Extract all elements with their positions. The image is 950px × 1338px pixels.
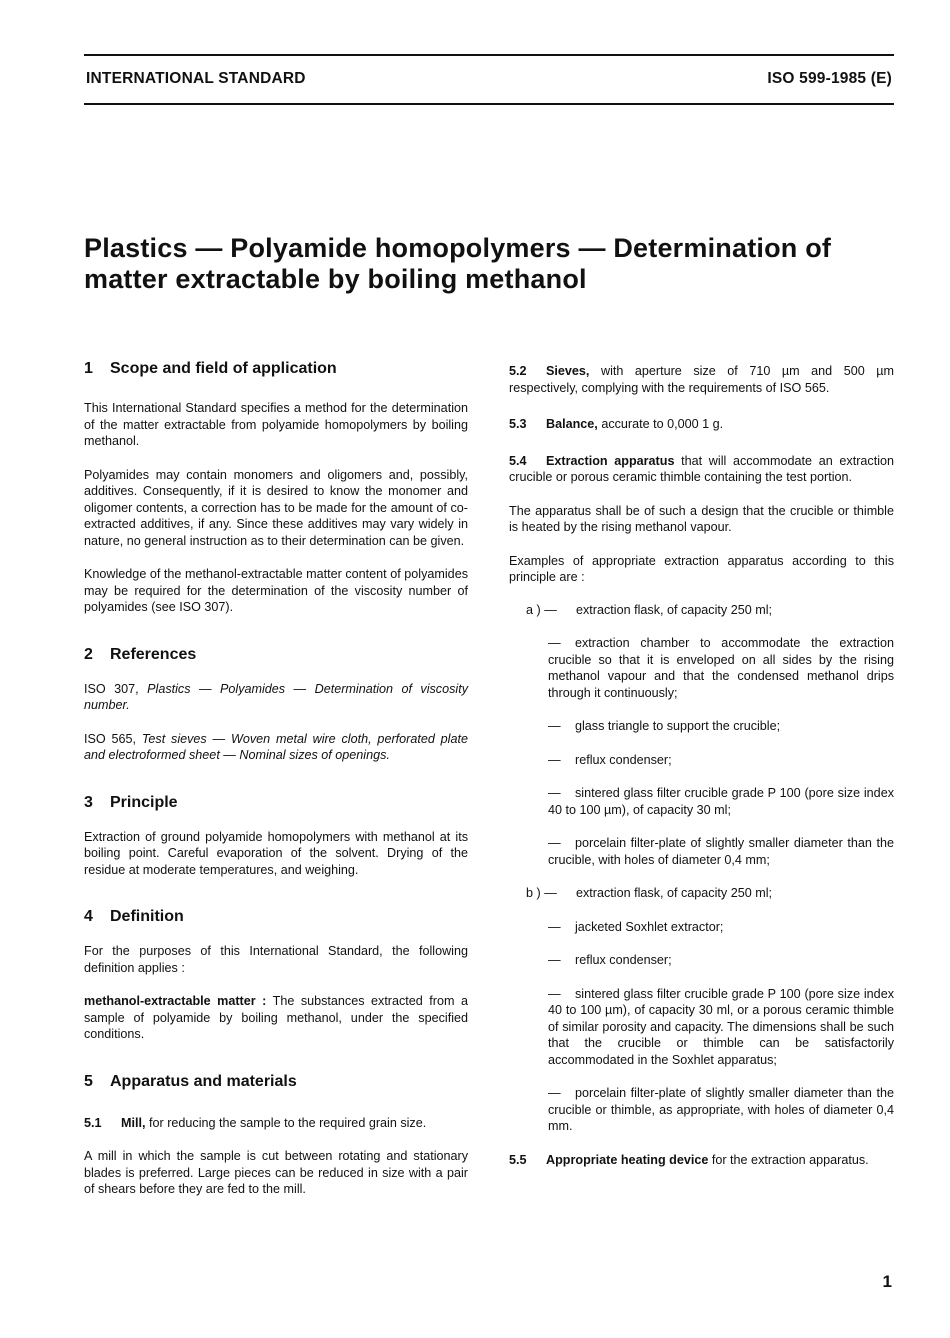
- item-text: for reducing the sample to the required grain size.: [149, 1115, 427, 1130]
- list-dash: —: [548, 719, 561, 733]
- list-item-text: extraction flask, of capacity 250 ml;: [576, 602, 772, 617]
- list-item-text: sintered glass filter crucible grade P 100 (pore size index 40 to 100 µm), of capacity 30 ml, or a porous ceramic thimble of similar porosity and capacity. The dimensions shall be such that the crucible or thimble can be satisfactorily accommodated in the Soxhlet apparatus;: [548, 986, 894, 1067]
- standard-type-label: INTERNATIONAL STANDARD: [86, 70, 306, 87]
- reference-title: Plastics — Polyamides — Determination of viscosity number.: [84, 681, 468, 712]
- paragraph: The apparatus shall be of such a design that the crucible or thimble is heated by the rising methanol vapour.: [509, 503, 894, 534]
- left-column: [84, 358, 468, 1198]
- subclause-5-2: [509, 363, 894, 396]
- apparatus-list-a: [526, 602, 894, 869]
- section-number: 1: [84, 360, 93, 377]
- section-2-heading: [84, 644, 468, 666]
- list-item-text: porcelain filter-plate of slightly smaller diameter than the crucible, with holes of diameter 0,4 mm;: [548, 836, 894, 867]
- list-item: [548, 1085, 894, 1135]
- section-title: Principle: [110, 793, 178, 811]
- list-item-text: reflux condenser;: [575, 953, 672, 967]
- subclause-number: 5.5: [509, 1152, 527, 1167]
- list-item: [548, 986, 894, 1069]
- list-item: [548, 635, 894, 701]
- list-item: [548, 785, 894, 818]
- item-text: accurate to 0,000 1 g.: [601, 417, 724, 431]
- subclause-5-1: [84, 1115, 468, 1132]
- list-item: [548, 952, 894, 969]
- term-definition: The substances extracted from a sample of polyamide by boiling methanol, under the specified conditions.: [84, 994, 468, 1041]
- section-1-heading: [84, 358, 468, 380]
- list-dash: —: [548, 1086, 561, 1100]
- item-text: for the extraction apparatus.: [711, 1152, 869, 1167]
- list-item-text: extraction flask, of capacity 250 ml;: [576, 886, 772, 900]
- apparatus-list-b: [526, 885, 894, 1135]
- item-text: that will accommodate an extraction crucible or porous ceramic thimble containing the test portion.: [509, 453, 894, 484]
- list-dash: —: [548, 786, 561, 800]
- paragraph: A mill in which the sample is cut between rotating and stationary blades is preferred. Large pieces can be reduced in size with a pair of shears before they are fed to the mill.: [84, 1149, 468, 1196]
- reference-title: Test sieves — Woven metal wire cloth, perforated plate and electroformed sheet — Nominal sizes of openings.: [84, 731, 468, 762]
- list-item-text: glass triangle to support the crucible;: [575, 719, 781, 733]
- list-item: [548, 718, 894, 735]
- subclause-5-5: [509, 1152, 894, 1169]
- section-4-heading: [84, 906, 468, 928]
- subclause-number: 5.3: [509, 417, 527, 431]
- list-dash: —: [548, 636, 561, 650]
- list-item-text: sintered glass filter crucible grade P 100 (pore size index 40 to 100 µm), of capacity 30 ml;: [548, 786, 894, 817]
- section-title: References: [110, 645, 197, 663]
- reference-code: ISO 565,: [84, 731, 137, 746]
- item-name: Sieves,: [546, 364, 590, 378]
- list-item-text: porcelain filter-plate of slightly smaller diameter than the crucible or thimble, as appropriate, with holes of diameter 0,4 mm.: [548, 1086, 894, 1133]
- item-name: Balance,: [546, 417, 598, 431]
- list-item-text: reflux condenser;: [575, 752, 672, 767]
- subclause-number: 5.2: [509, 364, 527, 378]
- subclause-number: 5.4: [509, 453, 527, 468]
- section-number: 3: [84, 793, 93, 811]
- reference-item: [84, 731, 468, 764]
- section-title: Definition: [110, 908, 184, 925]
- list-label: b ) —: [526, 886, 557, 900]
- subclause-5-3: [509, 416, 894, 433]
- item-name: Mill,: [121, 1115, 146, 1130]
- section-number: 2: [84, 645, 93, 663]
- standard-number: ISO 599-1985 (E): [767, 70, 892, 87]
- list-item: [526, 885, 894, 902]
- list-label: a ) —: [526, 602, 557, 617]
- list-item: [548, 752, 894, 769]
- paragraph: This International Standard specifies a method for the determination of the matter extractable from polyamide homopolymers by boiling methanol.: [84, 401, 468, 448]
- item-text: with aperture size of 710 µm and 500 µm respectively, complying with the requirements of ISO 565.: [509, 364, 894, 395]
- header-bottom-rule: [84, 103, 894, 105]
- list-item: [548, 835, 894, 868]
- list-item-text: extraction chamber to accommodate the extraction crucible so that it is enveloped on all sides by the rising methanol vapour and that the condensed methanol drips through it continuously;: [548, 636, 894, 700]
- reference-code: ISO 307,: [84, 681, 139, 696]
- section-title: Apparatus and materials: [110, 1072, 297, 1090]
- section-number: 4: [84, 908, 93, 925]
- section-5-heading: [84, 1071, 468, 1093]
- list-item: [526, 602, 894, 619]
- paragraph: Examples of appropriate extraction apparatus according to this principle are :: [509, 553, 894, 584]
- list-dash: —: [548, 919, 561, 934]
- list-dash: —: [548, 953, 561, 967]
- list-item: [548, 919, 894, 936]
- paragraph: For the purposes of this International Standard, the following definition applies :: [84, 944, 468, 975]
- paragraph: Extraction of ground polyamide homopolymers with methanol at its boiling point. Careful evaporation of the solvent. Drying of the residue at moderate temperatures, and weighing.: [84, 829, 468, 877]
- section-number: 5: [84, 1072, 93, 1090]
- list-dash: —: [548, 836, 561, 850]
- reference-item: [84, 681, 468, 714]
- list-dash: —: [548, 752, 561, 767]
- item-name: Appropriate heating device: [546, 1152, 709, 1167]
- right-column: [509, 358, 894, 1168]
- page-number: 1: [882, 1272, 892, 1291]
- paragraph: Polyamides may contain monomers and oligomers and, possibly, additives. Consequently, if it is desired to know the monomer and oligomer contents, a correction has to be made for the amount of co-extracted additives, if any. Since these additives may vary widely in nature, no general instruction as to their determination can be given.: [84, 467, 468, 548]
- defined-term: methanol-extractable matter :: [84, 994, 267, 1008]
- list-item-text: jacketed Soxhlet extractor;: [575, 919, 724, 934]
- section-title: Scope and field of application: [110, 360, 337, 377]
- document-title: Plastics — Polyamide homopolymers — Determination of matter extractable by boiling methanol: [84, 233, 832, 294]
- paragraph: Knowledge of the methanol-extractable matter content of polyamides may be required for the determination of the viscosity number of polyamides (see ISO 307).: [84, 567, 468, 614]
- definition: [84, 993, 468, 1043]
- item-name: Extraction apparatus: [546, 453, 675, 468]
- subclause-5-4: [509, 453, 894, 486]
- list-dash: —: [548, 986, 561, 1001]
- section-3-heading: [84, 792, 468, 814]
- header-top-rule: [84, 54, 894, 56]
- subclause-number: 5.1: [84, 1115, 102, 1130]
